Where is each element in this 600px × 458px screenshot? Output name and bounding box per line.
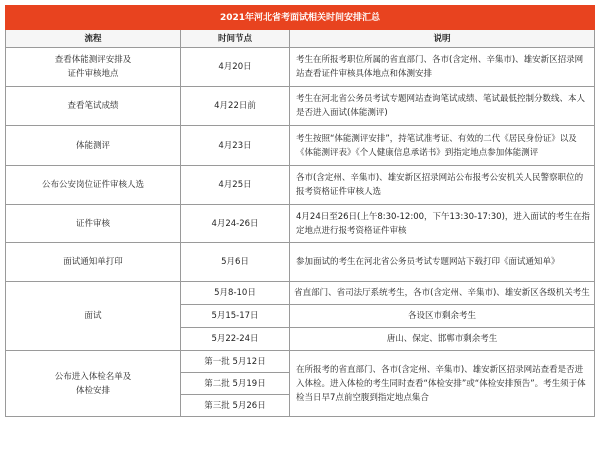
batch-label: 第三批	[204, 400, 230, 411]
cell-process: 面试	[6, 282, 181, 351]
cell-time: 5月22-24日	[181, 328, 290, 351]
cell-time: 5月6日	[181, 243, 290, 282]
cell-process: 查看体能测评安排及 证件审核地点	[6, 48, 181, 87]
batch-date: 5月12日	[232, 356, 266, 367]
cell-process: 公布公安岗位证件审核人选	[6, 166, 181, 205]
table-row	[6, 126, 595, 166]
cell-desc: 考生按照“体能测评安排”，持笔试准考证、有效的二代《居民身份证》以及《体能测评表》《个人健康信息承诺书》到指定地点参加体能测评	[290, 126, 595, 166]
cell-process: 公布进入体检名单及 体检安排	[6, 351, 181, 417]
table-row	[6, 166, 595, 205]
schedule-sheet	[5, 5, 594, 417]
cell-process: 查看笔试成绩	[6, 87, 181, 126]
cell-desc: 4月24日至26日(上午8:30-12:00，下午13:30-17:30)，进入面试的考生在指定地点进行报考资格证件审核	[290, 205, 595, 243]
cell-time: 4月25日	[181, 166, 290, 205]
title-row	[6, 6, 595, 30]
cell-process: 面试通知单打印	[6, 243, 181, 282]
cell-desc: 各设区市剩余考生	[290, 305, 595, 328]
cell-time: 4月23日	[181, 126, 290, 166]
table-row	[6, 48, 595, 87]
cell-time: 4月24-26日	[181, 205, 290, 243]
cell-process: 证件审核	[6, 205, 181, 243]
cell-time	[181, 395, 290, 417]
header-row	[6, 30, 595, 48]
header-time: 时间节点	[181, 30, 290, 48]
batch-date: 5月19日	[232, 378, 266, 389]
cell-time: 5月15-17日	[181, 305, 290, 328]
cell-time	[181, 373, 290, 395]
cell-desc: 各市(含定州、辛集市)、雄安新区招录网站公布报考公安机关人民警察职位的报考资格证件审核人选	[290, 166, 595, 205]
cell-desc: 唐山、保定、邯郸市剩余考生	[290, 328, 595, 351]
table-row	[6, 282, 595, 305]
header-desc: 说明	[290, 30, 595, 48]
schedule-table	[5, 5, 595, 417]
batch-label: 第二批	[204, 378, 230, 389]
batch-date: 5月26日	[232, 400, 266, 411]
cell-desc: 考生在所报考职位所属的省直部门、各市(含定州、辛集市)、雄安新区招录网站查看证件审核具体地点和体测安排	[290, 48, 595, 87]
header-process: 流程	[6, 30, 181, 48]
cell-desc: 参加面试的考生在河北省公务员考试专题网站下载打印《面试通知单》	[290, 243, 595, 282]
cell-time: 4月20日	[181, 48, 290, 87]
table-row	[6, 351, 595, 373]
table-row	[6, 87, 595, 126]
cell-desc: 考生在河北省公务员考试专题网站查询笔试成绩、笔试最低控制分数线、本人是否进入面试(体能测评)	[290, 87, 595, 126]
table-title: 2021年河北省考面试相关时间安排汇总	[6, 6, 595, 30]
cell-time	[181, 351, 290, 373]
cell-process: 体能测评	[6, 126, 181, 166]
cell-time: 4月22日前	[181, 87, 290, 126]
table-row	[6, 243, 595, 282]
cell-desc: 省直部门、省司法厅系统考生，各市(含定州、辛集市)、雄安新区各级机关考生	[290, 282, 595, 305]
cell-time: 5月8-10日	[181, 282, 290, 305]
table-row	[6, 205, 595, 243]
batch-label: 第一批	[204, 356, 230, 367]
cell-desc: 在所报考的省直部门、各市(含定州、辛集市)、雄安新区招录网站查看是否进入体检。进入体检的考生同时查看“体检安排”或“体检安排预告”。考生须于体检当日早7点前空腹到指定地点集合	[290, 351, 595, 417]
